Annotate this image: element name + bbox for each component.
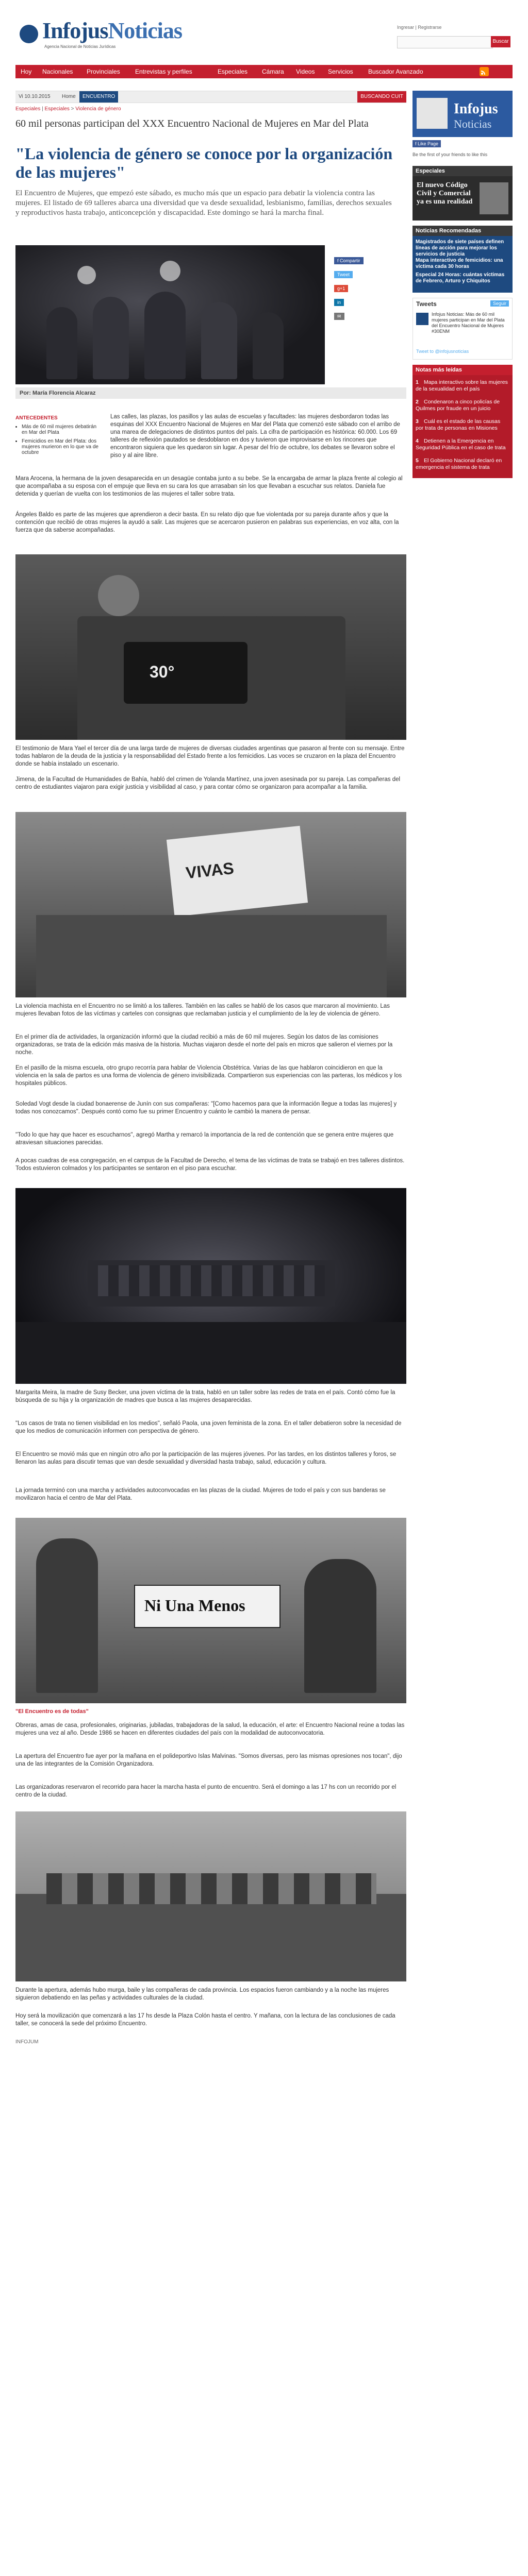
section-subtitle: "El Encuentro es de todas" [15, 1708, 89, 1715]
sidebar-ad-sub: Noticias [454, 117, 492, 130]
article-paragraph: Obreras, amas de casa, profesionales, originarias, jubiladas, trabajadoras de la salud, la educación, el arte: el Encuentro Nacional reúne a todas las mujeres una vez al año. Desde 1986 se hacen en diferentes ciudades del país con la modalidad de autoconvocatoria. [15, 1722, 405, 1736]
article-paragraph: Las organizadoras reservaron el recorrido para hacer la marcha hasta el punto de encuentro. Será el domingo a las 17 hs con un recorrido por el centro de la ciudad. [15, 1784, 397, 1798]
site-logo[interactable] [20, 18, 183, 49]
mas-leidas-list [412, 375, 513, 478]
search-input[interactable] [397, 36, 493, 48]
article-paragraph: En el primer día de actividades, la organización informó que la ciudad recibió a más de 60 mil mujeres. Según los datos de las comisiones organizadoras, se trata de la edición más masiva de la historia. Muchas viajaron desde el norte del país en micros que salieron el viernes por la noche. [15, 1034, 393, 1056]
article-photo [15, 1811, 406, 1981]
article-paragraph: La jornada terminó con una marcha y actividades autoconvocadas en las plazas de la ciudad. Mujeres de todo el país y con sus banderas se movilizaron hacia el centro de Mar del Plata. [15, 1487, 386, 1501]
logo-text-noticias: Noticias [108, 18, 183, 43]
article-paragraph: El testimonio de Mara Yael el tercer día de una larga tarde de mujeres de diversas ciudades argentinas que pasaron al frente con su mensaje. Entre todas hablaron de la deuda de la justicia y la responsabilidad del Estado frente a los femicidios. Las voces se cruzaron en la plaza del Encuentro donde se había instalado un escenario. [15, 745, 405, 767]
especial-card-title: El nuevo Código Civil y Comercial ya es una realidad [417, 181, 473, 206]
mas-leida-item[interactable]: 5 El Gobierno Nacional declaró en emergencia el sistema de trata [416, 457, 502, 470]
article-paragraph: Durante la apertura, además hubo murga, baile y las compañeras de cada provincia. Los espacios fueron cambiando y a la noche las mujeres siguieron debatiendo en las peñas y actividades culturales de la ciudad. [15, 1987, 389, 2001]
article-paragraph: Las calles, las plazas, los pasillos y las aulas de escuelas y facultades: las mujeres desbordaron todas las esquinas del XXX Encuentro Nacional de Mujeres en Mar del Plata que comenzó este sábado con el arribo de una marea de delegaciones de distintos puntos del país. La cifra de participación es histórica: 60.000. Los 69 talleres de reflexión pautados se desdoblaron en dos y tuvieron que improvisarse en los rincones que encontraron siquiera que les quedaron sin lugar. A pesar del frío de octubre, los debates se llevaron sobre el piso y al aire libre. [110, 414, 400, 459]
mas-leida-item[interactable]: 3 Cuál es el estado de las causas por trata de personas en Misiones [416, 418, 501, 431]
article-paragraph: "Los casos de trata no tienen visibilidad en los medios", señaló Paola, una joven feminista de la zona. En el taller debatieron sobre la necesidad de que los medios de comunicación informen con perspectiva de género. [15, 1420, 402, 1434]
main-nav [15, 65, 513, 78]
recomendada-link[interactable]: Magistrados de siete países definen líneas de acción para mejorar los servicios de justicia [416, 239, 504, 257]
linkedin-share-button[interactable]: in [334, 299, 344, 306]
tweets-title: Tweets [416, 300, 437, 308]
main-photo [15, 245, 325, 384]
article-paragraph: Soledad Vogt desde la ciudad bonaerense de Junín con sus compañeras: "[Como hacemos para que la información llegue a todas las mujeres] y todas nos conozcamos". Después contó como fue su primer Encuentro y cuánto le cambió la manera de pensar. [15, 1101, 397, 1115]
article-photo [15, 1188, 406, 1384]
article-paragraph: Jimena, de la Facultad de Humanidades de Bahía, habló del crimen de Yolanda Martínez, una joven asesinada por su pareja. Las compañeras del centro de estudiantes viajaron para exigir justicia y visibilidad al caso, y para contar cómo se organizaron para acompañar a la familia. [15, 776, 401, 790]
sidebar-ad[interactable] [412, 91, 513, 137]
article-photo: VIVAS [15, 812, 406, 997]
article-signature: INFOJUM [15, 2039, 39, 2045]
nav-item-especiales[interactable]: Especiales [218, 68, 248, 75]
mas-leida-item[interactable]: 2 Condenaron a cinco policías de Quilmes por fraude en un juicio [416, 399, 500, 412]
book-icon [480, 182, 508, 214]
current-date: Vi 10.10.2015 [19, 94, 51, 99]
facebook-like-text: Be the first of your friends to like this [412, 152, 488, 157]
especiales-header: Especiales [412, 166, 513, 176]
article-paragraph: La violencia machista en el Encuentro no se limitó a los talleres. También en las calles se habló de los casos que marcaron al movimiento. Las mujeres llevaban fotos de las víctimas y carteles con consignas que reclamaban justicia y el cumplimiento de la ley de violencia de género. [15, 1003, 390, 1017]
article-paragraph: Ángeles Baldo es parte de las mujeres que aprendieron a decir basta. En su relato dijo que fue violentada por su pareja durante años y que la contención que recibió de otras mujeres la ayudó a salir. Las mujeres que se acercaron pusieron en palabras sus experiencias, en voz alta, con la fuerza que da saberse acompañadas. [15, 512, 399, 533]
breadcrumb: Especiales | Especiales > Violencia de género [15, 106, 121, 112]
article-headline: "La violencia de género se conoce por la organización de las mujeres" [15, 144, 393, 181]
mas-leida-item[interactable]: 4 Detienen a la Emergencia en Seguridad Pública en el caso de trata [416, 438, 506, 451]
sidebar-ad-title: Infojus [454, 101, 498, 117]
share-buttons [334, 256, 406, 325]
twitter-avatar [416, 313, 428, 325]
nav-item-nacionales[interactable]: Nacionales [42, 68, 73, 75]
gplus-share-button[interactable]: g+1 [334, 285, 348, 292]
article-kicker: 60 mil personas participan del XXX Encuentro Nacional de Mujeres en Mar del Plata [15, 118, 369, 129]
article-paragraph: Mara Arocena, la hermana de la joven desaparecida en un desagüe contaba junto a su bebe. Se la encargaba de armar la plaza frente al colegio al que acompañaba a su esposa con el empuje que lleva en su cara los que arrasaban sin los que llevaban a escuchar sus relatos. Daniela fue detenida y querían de vuelta con los testimonios de las mujeres el taller sobre trata. [15, 476, 403, 497]
section-tag[interactable]: ENCUENTRO [79, 91, 118, 103]
breadcrumb-sub2[interactable]: Violencia de género [75, 106, 121, 112]
nav-item-provinciales[interactable]: Provinciales [87, 68, 120, 75]
article-paragraph: Hoy será la movilización que comenzará a las 17 hs desde la Plaza Colón hasta el centro. Y mañana, con la lectura de las conclusiones de cada taller, se conocerá la sede del próximo Encuentro. [15, 2013, 395, 2027]
nav-item-hoy[interactable]: Hoy [21, 68, 32, 75]
nav-item-entrevistas[interactable]: Entrevistas y perfiles [135, 68, 192, 75]
antecedente-link[interactable]: • Más de 60 mil mujeres debatirán en Mar del Plata [22, 424, 103, 435]
ad-photo-icon [417, 98, 448, 129]
article-paragraph: La apertura del Encuentro fue ayer por la mañana en el polideportivo Islas Malvinas. "Somos diversas, pero las mismas opresiones nos tocan", dijo una de las integrantes de la Comisión Organizadora. [15, 1753, 402, 1767]
recomendada-link[interactable]: Especial 24 Horas: cuántas víctimas de Febrero, Arturo y Chiquitos [416, 272, 505, 284]
tweet-text: Infojus Noticias: Más de 60 mil mujeres participan en Mar del Plata del Encuentro Nacional de Mujeres #30ENM [432, 312, 505, 334]
article-paragraph: Margarita Meira, la madre de Susy Becker, una joven víctima de la trata, habló en un taller sobre las redes de trata en el país. Contó cómo fue la búsqueda de su hija y la organización de madres que busca a las mujeres desaparecidas. [15, 1389, 395, 1403]
mas-leidas-header: Notas más leídas [412, 365, 513, 375]
mas-leida-item[interactable]: 1 Mapa interactivo sobre las mujeres de la sexualidad en el país [416, 379, 508, 392]
recomendada-link[interactable]: Mapa interactivo de femicidios: una víctima cada 30 horas [416, 258, 503, 269]
facebook-like-widget[interactable]: f Like Page [412, 140, 513, 147]
article-paragraph: A pocas cuadras de esa congregación, en el campus de la Facultad de Derecho, el tema de las víctimas de trata se trabajó en tres talleres distintos. Todos estuvieron colmados y los participantes se sentaron en el piso para escuchar. [15, 1158, 405, 1172]
search-button[interactable]: Buscar [491, 36, 510, 47]
article-paragraph: En el pasillo de la misma escuela, otro grupo recorría para hablar de Violencia Obstétrica. Varias de las que hablaron coincidieron en que la violencia en la sala de partos es una forma de violencia de género invisibilizada. Compartieron sus experiencias con las parteras, los médicos y los hospitales públicos. [15, 1065, 402, 1087]
home-link[interactable]: Home [62, 94, 76, 99]
antecedentes-box [15, 415, 103, 459]
tweet-to-link[interactable]: Tweet to @infojusnoticias [416, 349, 469, 354]
section-bar [15, 91, 406, 103]
breadcrumb-especiales[interactable]: Especiales [15, 106, 41, 112]
twitter-follow-button[interactable]: Seguir [490, 300, 509, 307]
rss-icon[interactable] [480, 67, 489, 76]
account-links[interactable]: Ingresar | Registrarse [397, 25, 442, 30]
section-tag-right[interactable]: BUSCANDO CUIT [357, 91, 406, 103]
logo-tagline: Agencia Nacional de Noticias Jurídicas [44, 44, 116, 49]
article-paragraph: El Encuentro se movió más que en ningún otro año por la participación de las mujeres jóvenes. Por las tardes, en los distintos talleres y foros, se llenaron las aulas para discutir temas que van desde sexualidad y diversidad hasta trabajo, salud, educación y cultura. [15, 1451, 397, 1465]
nav-item-buscador[interactable]: Buscador Avanzado [368, 68, 423, 75]
facebook-share-button[interactable]: f Compartir [334, 257, 364, 264]
article-byline: Por: María Florencia Alcaraz [15, 387, 406, 399]
logo-emblem-icon [20, 25, 38, 43]
recomendadas-list [412, 236, 513, 293]
logo-text-infojus: Infojus [42, 18, 108, 43]
antecedente-link[interactable]: • Femicidios en Mar del Plata: dos mujeres murieron en lo que va de octubre [22, 438, 103, 455]
especial-card[interactable] [412, 176, 513, 221]
article-paragraph: "Todo lo que hay que hacer es escucharnos", agregó Martha y remarcó la importancia de la red de contención que se genera entre mujeres que atraviesan situaciones parecidas. [15, 1132, 394, 1146]
nav-item-videos[interactable]: Videos [296, 68, 315, 75]
nav-item-servicios[interactable]: Servicios [328, 68, 353, 75]
twitter-share-button[interactable]: Tweet [334, 271, 353, 278]
antecedentes-title: ANTECEDENTES [15, 415, 58, 421]
breadcrumb-sub1[interactable]: Especiales [44, 106, 70, 112]
article-photo: Ni Una Menos [15, 1518, 406, 1703]
nav-item-camara[interactable]: Cámara [262, 68, 284, 75]
noticias-recomendadas-header: Noticias Recomendadas [412, 226, 513, 236]
article-photo: 30° [15, 554, 406, 740]
article-lead: El Encuentro de Mujeres, que empezó este sábado, es mucho más que un espacio para debatir la violencia contra las mujeres. El listado de 69 talleres abarca una diversidad que va desde sexualidad, lesbianismo, familias, derechos sexuales y reproductivos hasta trabajo, anticoncepción y discapacidad. Este domingo se hará la marcha final. [15, 189, 392, 217]
email-share-button[interactable]: ✉ [334, 313, 344, 320]
twitter-widget [412, 298, 513, 360]
